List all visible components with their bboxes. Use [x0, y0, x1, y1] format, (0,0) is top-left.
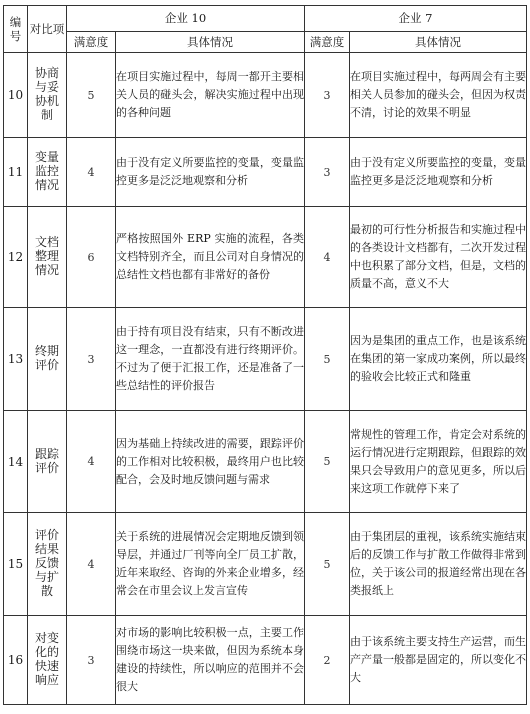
- header-detail-a: 具体情况: [116, 32, 305, 53]
- row-item: 终期评价: [28, 308, 67, 411]
- header-satisfaction-b: 满意度: [305, 32, 350, 53]
- satisfaction-a: 4: [67, 138, 116, 207]
- subheader-row: [4, 32, 527, 53]
- detail-a: 由于持有项目没有结束，只有不断改进这一理念，一直都没有进行终期评价。不过为了便于汇报工作，还是准备了一些总结性的评价报告: [116, 308, 305, 411]
- satisfaction-b: 4: [305, 207, 350, 308]
- detail-a: 由于没有定义所要监控的变量，变量监控更多是泛泛地观察和分析: [116, 138, 305, 207]
- detail-b: 常规性的管理工作，肯定会对系统的运行情况进行定期跟踪，但跟踪的效果只会导致用户的意见更多，所以后来这项工作就停下来了: [350, 411, 527, 513]
- satisfaction-a: 6: [67, 207, 116, 308]
- table-row: [4, 513, 527, 616]
- header-company-a: 企业 10: [67, 6, 305, 32]
- row-number: 15: [4, 513, 28, 616]
- header-company-b: 企业 7: [305, 6, 527, 32]
- satisfaction-a: 4: [67, 513, 116, 616]
- detail-a: 因为基础上持续改进的需要，跟踪评价的工作相对比较积极，最终用户也比较配合，会及时地反馈问题与需求: [116, 411, 305, 513]
- table-row: [4, 308, 527, 411]
- detail-b: 由于集团层的重视，该系统实施结束后的反馈工作与扩散工作做得非常到位，关于该公司的报道经常出现在各类报纸上: [350, 513, 527, 616]
- satisfaction-b: 3: [305, 53, 350, 138]
- row-number: 11: [4, 138, 28, 207]
- satisfaction-a: 5: [67, 53, 116, 138]
- comparison-table: [3, 5, 527, 705]
- row-number: 10: [4, 53, 28, 138]
- satisfaction-a: 3: [67, 616, 116, 705]
- table-row: [4, 411, 527, 513]
- detail-a: 在项目实施过程中，每周一都开主要相关人员的碰头会，解决实施过程中出现的各种问题: [116, 53, 305, 138]
- row-number: 12: [4, 207, 28, 308]
- row-item: 变量监控情况: [28, 138, 67, 207]
- row-item: 协商与妥协机制: [28, 53, 67, 138]
- row-number: 16: [4, 616, 28, 705]
- satisfaction-a: 4: [67, 411, 116, 513]
- satisfaction-b: 3: [305, 138, 350, 207]
- satisfaction-b: 5: [305, 411, 350, 513]
- satisfaction-b: 5: [305, 308, 350, 411]
- detail-b: 由于该系统主要支持生产运营，而生产产量一般都是固定的，所以变化不大: [350, 616, 527, 705]
- table-row: [4, 616, 527, 705]
- row-item: 评价结果反馈与扩散: [28, 513, 67, 616]
- header-row: [4, 6, 527, 32]
- detail-b: 由于没有定义所要监控的变量，变量监控更多是泛泛地观察和分析: [350, 138, 527, 207]
- table-row: [4, 53, 527, 138]
- row-item: 文档整理情况: [28, 207, 67, 308]
- header-satisfaction-a: 满意度: [67, 32, 116, 53]
- row-number: 14: [4, 411, 28, 513]
- satisfaction-a: 3: [67, 308, 116, 411]
- detail-b: 在项目实施过程中，每两周会有主要相关人员参加的碰头会，但因为权责不清，讨论的效果不明显: [350, 53, 527, 138]
- header-detail-b: 具体情况: [350, 32, 527, 53]
- table-row: [4, 207, 527, 308]
- row-item: 跟踪评价: [28, 411, 67, 513]
- detail-b: 因为是集团的重点工作，也是该系统在集团的第一家成功案例，所以最终的验收会比较正式和隆重: [350, 308, 527, 411]
- detail-a: 严格按照国外 ERP 实施的流程，各类文档特别齐全，而且公司对自身情况的总结性文档也都有非常好的备份: [116, 207, 305, 308]
- header-item: 对比项: [28, 6, 67, 53]
- row-item: 对变化的快速响应: [28, 616, 67, 705]
- row-number: 13: [4, 308, 28, 411]
- detail-a: 关于系统的进展情况会定期地反馈到领导层，并通过厂刊等向全厂员工扩散，近年来取经、咨询的外来企业增多，经常会在市里会议上发言宣传: [116, 513, 305, 616]
- satisfaction-b: 5: [305, 513, 350, 616]
- detail-b: 最初的可行性分析报告和实施过程中的各类设计文档都有，二次开发过程中也积累了部分文档，但是，文档的质量不高，意义不大: [350, 207, 527, 308]
- table-row: [4, 138, 527, 207]
- detail-a: 对市场的影响比较积极一点，主要工作围绕市场这一块来做，但因为系统本身建设的持续性，所以响应的范围并不会很大: [116, 616, 305, 705]
- header-no: 编号: [4, 6, 28, 53]
- satisfaction-b: 2: [305, 616, 350, 705]
